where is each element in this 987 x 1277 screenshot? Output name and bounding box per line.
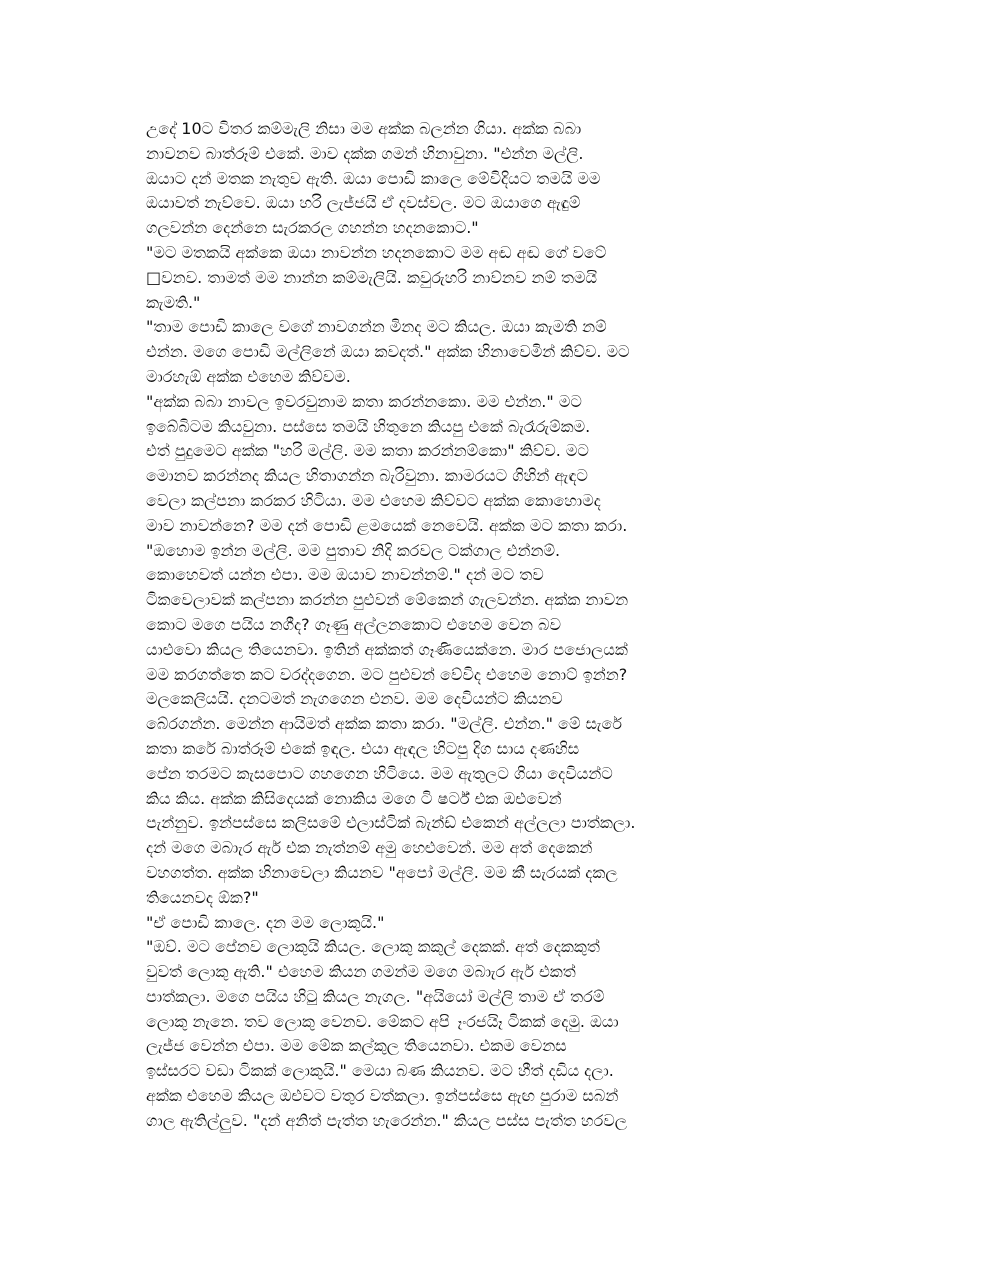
text-line: "ඔහොම ඉන්න මල්ලි. මම පුතාව නිදි කරවල ටක්ගාල එන්නම්. <box>146 540 561 560</box>
text-line: කිය කිය. අක්ක කිසිදෙයක් නොකිය මගෙ ටි ෂර්ට් එක ඔළුවෙන් <box>146 788 562 808</box>
text-line: අක්ක එහෙම කියල ඔළුවට වතුර වත්කලා. ඉන්පස්සෙ ඇඟ පුරාම සබන් <box>146 1086 619 1106</box>
text-line: ඉස්සරට වඩා ටිකක් ලොකුයි." මෙයා බණ කියනව. මට හීත් දඩිය දලා. <box>146 1061 614 1081</box>
text-line: යාළුවො කියල තියෙනවා. ඉතින් අක්කත් ගෑණියෙක්නෙ. මාර පජොලයක් <box>146 639 628 659</box>
story-text <box>146 117 842 1134</box>
text-line: "ඒ පොඩි කාලෙ. දන මම ලොකුයි." <box>146 912 385 932</box>
text-line: ඉබේබිටම කියවුනා. පස්සෙ තමයි හිතුනෙ කියපු එකේ බැරෑරුම්කම. <box>146 416 591 436</box>
text-line: ගලවන්න දෙන්නෙ සැරකරල ගහන්න හදනකොට." <box>146 218 479 238</box>
text-line: "තාම පොඩි කාලෙ වගේ නාවගන්න මිනද මට කියල. ඔයා කැමති නම් <box>146 317 607 337</box>
text-line: මාරහැඕ අක්ක එහෙම කිව්වම. <box>146 366 351 386</box>
text-line: පේන තරමට කැසපොට ගහගෙන හිටියෙ. මම ඇතුලට ගියා දෙවියන්ට <box>146 763 613 783</box>
text-line: කතා කරේ බාත්රූම් එකේ ඉඳල. එයා ඇඳල හිටපු දිග සාය දණහිස <box>146 738 580 758</box>
text-line: මොනව කරන්නද කියල හිතාගන්න බැරිවුනා. කාමරයට ගිහින් ඇඳට <box>146 466 588 486</box>
text-line: නාවනව බාත්රූම් එකේ. මාව දක්ක ගමන් හිනාවුනා. "එන්න මල්ලි. <box>146 143 584 163</box>
text-line: ඔයාට දන් මතක නැතුව ඇති. ඔයා පොඩි කාලෙ මේවිදියට තමයි මම <box>146 168 601 188</box>
text-line: පැන්නුව. ඉන්පස්සෙ කලිසමේ එලාස්ටික් බැන්ඩ් එකෙන් අල්ලලා පාත්කලා. <box>146 813 636 833</box>
text-line: බේරගන්න. මෙන්න ආයිමත් අක්ක කතා කරා. "මල්ලි. එන්න." මේ සැරේ <box>146 714 623 734</box>
text-line: "අක්ක බබා නාවල ඉවරවුනාම කතා කරන්නකො. මම එන්න." මට <box>146 391 582 411</box>
text-line: "ඔව්. මට පේනව ලොකුයි කියල. ලොකු කකුල් දෙකක්. අත් දෙකකුත් <box>146 937 600 957</box>
text-line: ගාල ඇතිල්ලුව. "දන් අනිත් පැත්ත හැරෙන්න." කියල පස්ස පැත්ත හරවල <box>146 1110 627 1130</box>
text-line: කොට මගෙ පයිය නගීද? ගෑණු අල්ලනකොට එහෙම වෙන බව <box>146 614 562 634</box>
text-line: එත් පුදුමෙට අක්ක "හරි මල්ලි. මම කතා කරන්නම්කො" කිව්ව. මට <box>146 441 589 461</box>
text-line: □වනව. තාමත් මම නාන්න කම්මැලියි. කවුරුහරි නාව්නව නම් තමයි <box>146 267 598 287</box>
text-line: මලකෙලියයි. දනටමත් නැගගෙන එනව. මම දෙවියන්ට කියනව <box>146 689 563 709</box>
text-line: එන්න. මගෙ පොඩි මල්ලිනේ ඔයා කවදත්." අක්ක හිනාවෙමින් කිව්ව. මට <box>146 342 630 362</box>
text-line: දන් මගෙ මබාැර ඇර් එක නැත්නම් අමු හෙළුවෙන්. මම අත් දෙකෙන් <box>146 838 593 858</box>
text-line: ලොකු නැනෙ. තව ලොකු වෙනව. මේකට අපි ෑංරජයිෑ ටිකක් දෙමු. ඔයා <box>146 1011 619 1031</box>
text-line: උදේ 10ට විතර කම්මැලි නිසා මම අක්ක බලන්න ගියා. අක්ක බබා <box>146 119 582 138</box>
text-line: තියෙනවද ඕක?" <box>146 887 259 907</box>
text-line: කොහෙවත් යන්න එපා. මම ඔයාව නාවන්නම්." දන් මට තව <box>146 565 544 585</box>
text-line: ටිකවෙලාවක් කල්පනා කරන්න පුළුවන් මේකෙන් ගැලවන්න. අක්ක නාවන <box>146 590 629 610</box>
text-line: වුවත් ලොකු ඇති." එහෙම කියන ගමන්ම මගෙ මබාැර ඇර් එකත් <box>146 962 576 982</box>
text-line: පාත්කලා. මගෙ පයිය හිටු කියල නැගල. "අයියෝ මල්ලි තාම ඒ තරම් <box>146 986 605 1006</box>
text-line: වහගත්ත. අක්ක හිනාවෙලා කියනව "අපෝ මල්ලි. මම කී සැරයක් දකල <box>146 862 618 882</box>
text-line: මාව නාවන්නෙ? මම දන් පොඩි ළමයෙක් නෙවෙයි. අක්ක මට කතා කරා. <box>146 515 628 535</box>
text-line: ලැජ්ජ වෙන්න එපා. මම මේක කල්කුල තියෙනවා. එකම වෙනස <box>146 1036 567 1056</box>
text-line: වෙලා කල්පනා කරකර හිටියා. මම එහෙම කිව්වට අක්ක කොහොමද <box>146 490 601 510</box>
text-line: "මට මතකයි අක්කෙ ඔයා නාවන්න හදනකොට මම අඬ අඬ ගේ වටේ <box>146 242 607 262</box>
text-line: ඔයාවත් නැව්වෙ. ඔයා හරි ලැජ්ජයි ඒ දවස්වල. මට ඔයාගෙ ඇඳුම් <box>146 193 581 213</box>
text-line: මම කරගත්තෙ කට වරද්දගෙන. මට පුළුවන් වේවිද එහෙම නොට් ඉන්න? <box>146 664 628 684</box>
text-line: කැමති." <box>146 292 201 312</box>
